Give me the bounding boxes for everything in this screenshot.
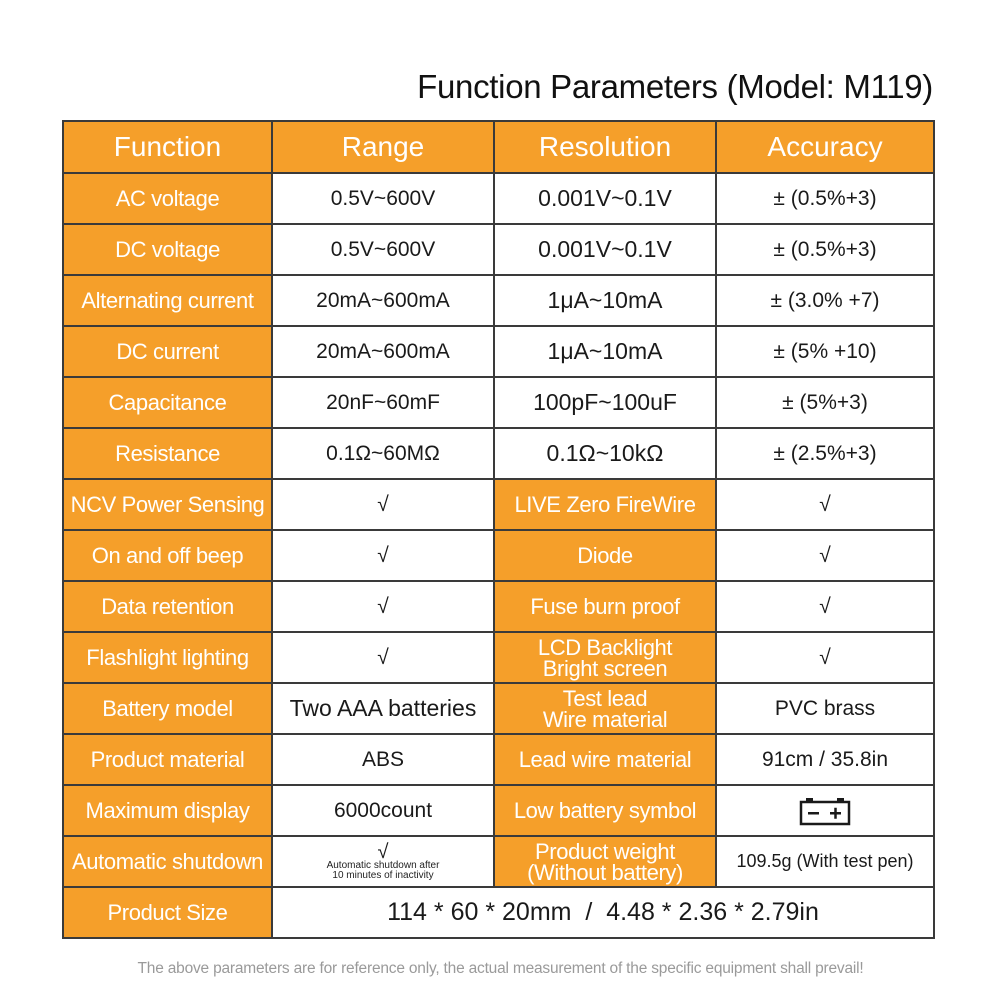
- feature-row: [63, 734, 934, 785]
- size-value: 114 * 60 * 20mm / 4.48 * 2.36 * 2.79in: [272, 887, 934, 938]
- resolution-value: 0.1Ω~10kΩ: [494, 428, 716, 479]
- feature-label: Diode: [494, 530, 716, 581]
- function-label: AC voltage: [63, 173, 272, 224]
- feature-check: √: [716, 632, 934, 683]
- size-label: Product Size: [63, 887, 272, 938]
- feature-row: [63, 785, 934, 836]
- resolution-value: 1μA~10mA: [494, 326, 716, 377]
- feature-label: LIVE Zero FireWire: [494, 479, 716, 530]
- auto-shutdown-note: Automatic shutdown after: [326, 859, 440, 871]
- accuracy-value: ± (0.5%+3): [716, 173, 934, 224]
- function-label: DC voltage: [63, 224, 272, 275]
- resolution-value: 0.001V~0.1V: [494, 173, 716, 224]
- function-label: DC current: [63, 326, 272, 377]
- feature-label: NCV Power Sensing: [63, 479, 272, 530]
- feature-label: Maximum display: [63, 785, 272, 836]
- accuracy-value: ± (2.5%+3): [716, 428, 934, 479]
- feature-value: 6000count: [272, 785, 494, 836]
- accuracy-value: ± (5% +10): [716, 326, 934, 377]
- feature-value: 109.5g (With test pen): [716, 836, 934, 887]
- feature-label: Battery model: [63, 683, 272, 734]
- feature-label: Product material: [63, 734, 272, 785]
- feature-row: [63, 530, 934, 581]
- feature-value: Two AAA batteries: [272, 683, 494, 734]
- header-range: Range: [272, 121, 494, 173]
- resolution-value: 100pF~100uF: [494, 377, 716, 428]
- feature-value: PVC brass: [716, 683, 934, 734]
- feature-label-line: LCD Backlight: [537, 634, 673, 660]
- low-battery-cell: [716, 785, 934, 836]
- resolution-value: 0.001V~0.1V: [494, 224, 716, 275]
- feature-check: √: [716, 479, 934, 530]
- feature-row: [63, 632, 934, 683]
- feature-label-line: Test lead: [562, 685, 648, 711]
- feature-check: √: [377, 840, 389, 863]
- auto-shutdown-cell: [272, 836, 494, 887]
- feature-label: [494, 836, 716, 887]
- feature-label: Automatic shutdown: [63, 836, 272, 887]
- feature-label: On and off beep: [63, 530, 272, 581]
- table-row: [63, 173, 934, 224]
- feature-label-line: Wire material: [542, 706, 668, 732]
- table-row: [63, 224, 934, 275]
- page-title: Function Parameters (Model: M119): [417, 68, 933, 105]
- table-row: [63, 377, 934, 428]
- table-row: [63, 326, 934, 377]
- feature-label: [494, 632, 716, 683]
- range-value: 0.1Ω~60MΩ: [272, 428, 494, 479]
- size-row: [63, 887, 934, 938]
- feature-check: √: [716, 581, 934, 632]
- resolution-value: 1μA~10mA: [494, 275, 716, 326]
- battery-icon: [798, 796, 852, 826]
- feature-check: √: [716, 530, 934, 581]
- feature-value: ABS: [272, 734, 494, 785]
- accuracy-value: ± (5%+3): [716, 377, 934, 428]
- table-row: [63, 428, 934, 479]
- feature-check: √: [272, 632, 494, 683]
- header-resolution: Resolution: [494, 121, 716, 173]
- header-accuracy: Accuracy: [716, 121, 934, 173]
- feature-value: 91cm / 35.8in: [716, 734, 934, 785]
- range-value: 20nF~60mF: [272, 377, 494, 428]
- feature-label-line: Bright screen: [542, 655, 668, 681]
- feature-row: [63, 479, 934, 530]
- feature-row: [63, 683, 934, 734]
- range-value: 0.5V~600V: [272, 173, 494, 224]
- feature-label-line: Product weight: [535, 838, 675, 864]
- disclaimer-note: The above parameters are for reference only, the actual measurement of the specific equipment shall prevail!: [137, 960, 864, 977]
- feature-row: [63, 836, 934, 887]
- range-value: 20mA~600mA: [272, 275, 494, 326]
- table-header-row: [63, 121, 934, 173]
- feature-label: Lead wire material: [494, 734, 716, 785]
- range-value: 20mA~600mA: [272, 326, 494, 377]
- header-function: Function: [63, 121, 272, 173]
- feature-check: √: [272, 530, 494, 581]
- feature-label: [494, 683, 716, 734]
- feature-check: √: [272, 581, 494, 632]
- auto-shutdown-note: 10 minutes of inactivity: [332, 869, 434, 881]
- function-label: Resistance: [63, 428, 272, 479]
- accuracy-value: ± (0.5%+3): [716, 224, 934, 275]
- range-value: 0.5V~600V: [272, 224, 494, 275]
- function-label: Alternating current: [63, 275, 272, 326]
- feature-label: Flashlight lighting: [63, 632, 272, 683]
- accuracy-value: ± (3.0% +7): [716, 275, 934, 326]
- feature-label: Low battery symbol: [494, 785, 716, 836]
- parameters-table: [62, 120, 935, 939]
- table-row: [63, 275, 934, 326]
- feature-check: √: [272, 479, 494, 530]
- feature-label: Data retention: [63, 581, 272, 632]
- feature-row: [63, 581, 934, 632]
- feature-label-line: (Without battery): [527, 859, 683, 885]
- feature-label: Fuse burn proof: [494, 581, 716, 632]
- function-label: Capacitance: [63, 377, 272, 428]
